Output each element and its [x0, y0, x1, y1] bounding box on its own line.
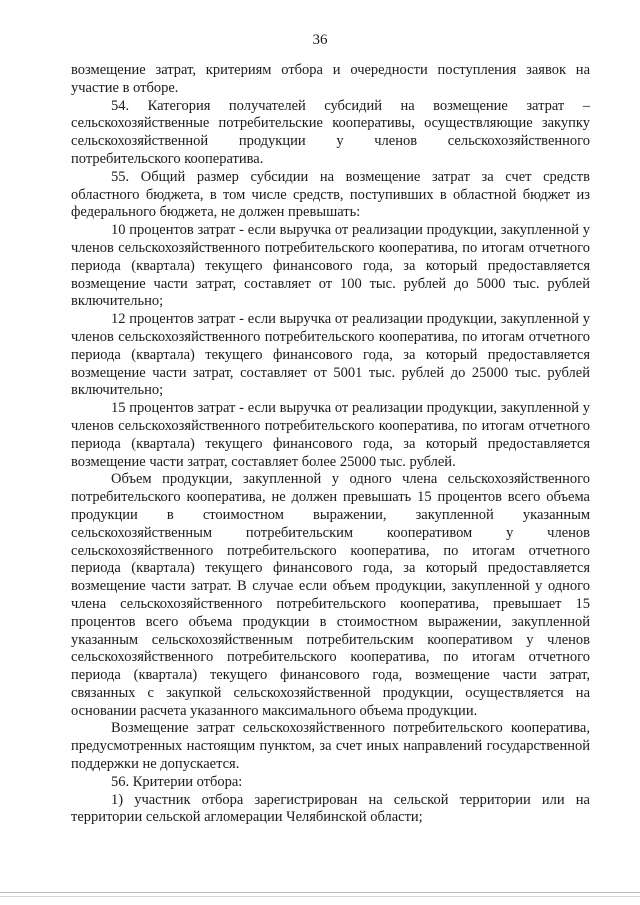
paragraph-10-percent: 10 процентов затрат - если выручка от реализации продукции, закупленной у членов сельскохозяйственного потребительского кооператива, по итогам отчетного периода (квартала) текущего финансового года, за который предоставляется возмещение части затрат, составляет от 100 тыс. рублей до 5000 тыс. рублей включительно; — [71, 222, 590, 310]
scan-edge-line — [0, 892, 640, 893]
paragraph-55: 55. Общий размер субсидии на возмещение затрат за счет средств областного бюджета, в том числе средств, поступивших в областной бюджет из федерального бюджета, не должен превышать: — [71, 168, 590, 221]
paragraph-12-percent: 12 процентов затрат - если выручка от реализации продукции, закупленной у членов сельскохозяйственного потребительского кооператива, по итогам отчетного периода (квартала) текущего финансового года, за который предоставляется возмещение части затрат, составляет от 5001 тыс. рублей до 25000 тыс. рублей включительно; — [71, 311, 590, 399]
paragraph-volume-limit: Объем продукции, закупленной у одного члена сельскохозяйственного потребительского кооператива, не должен превышать 15 процентов всего объема продукции в стоимостном выражении, закупленной указанным сельскохозяйственным потребительским кооперативом у членов сельскохозяйственного потребительского кооператива, по итогам отчетного периода (квартала) текущего финансового года, за который предоставляется возмещение части затрат. В случае если объем продукции, закупленной у одного члена сельскохозяйственного потребительского кооператива, превышает 15 процентов всего объема продукции в стоимостном выражении, закупленной указанным сельскохозяйственным потребительским кооперативом у членов сельскохозяйственного потребительского кооператива, по итогам отчетного периода (квартала) текущего финансового года, возмещение части затрат, связанных с закупкой сельскохозяйственной продукции, осуществляется на основании расчета указанного максимального объема продукции. — [71, 471, 590, 719]
scan-edge-line-lower — [0, 896, 640, 897]
paragraph-15-percent: 15 процентов затрат - если выручка от реализации продукции, закупленной у членов сельскохозяйственного потребительского кооператива, по итогам отчетного периода (квартала) текущего финансового года, за который предоставляется возмещение части затрат, составляет более 25000 тыс. рублей. — [71, 400, 590, 470]
paragraph-54: 54. Категория получателей субсидий на возмещение затрат – сельскохозяйственные потребительские кооперативы, осуществляющие закупку сельскохозяйственной продукции у членов сельскохозяйственного потребительского кооператива. — [71, 97, 590, 167]
paragraph-criterion-1: 1) участник отбора зарегистрирован на сельской территории или на территории сельской агломерации Челябинской области; — [71, 791, 590, 826]
paragraph-continuation: возмещение затрат, критериям отбора и очередности поступления заявок на участие в отборе. — [71, 62, 590, 96]
page-number: 36 — [312, 32, 328, 48]
paragraph-56: 56. Критерии отбора: — [111, 773, 243, 790]
paragraph-no-other-support: Возмещение затрат сельскохозяйственного потребительского кооператива, предусмотренных настоящим пунктом, за счет иных направлений государственной поддержки не допускается. — [71, 720, 590, 773]
document-body — [71, 62, 590, 827]
